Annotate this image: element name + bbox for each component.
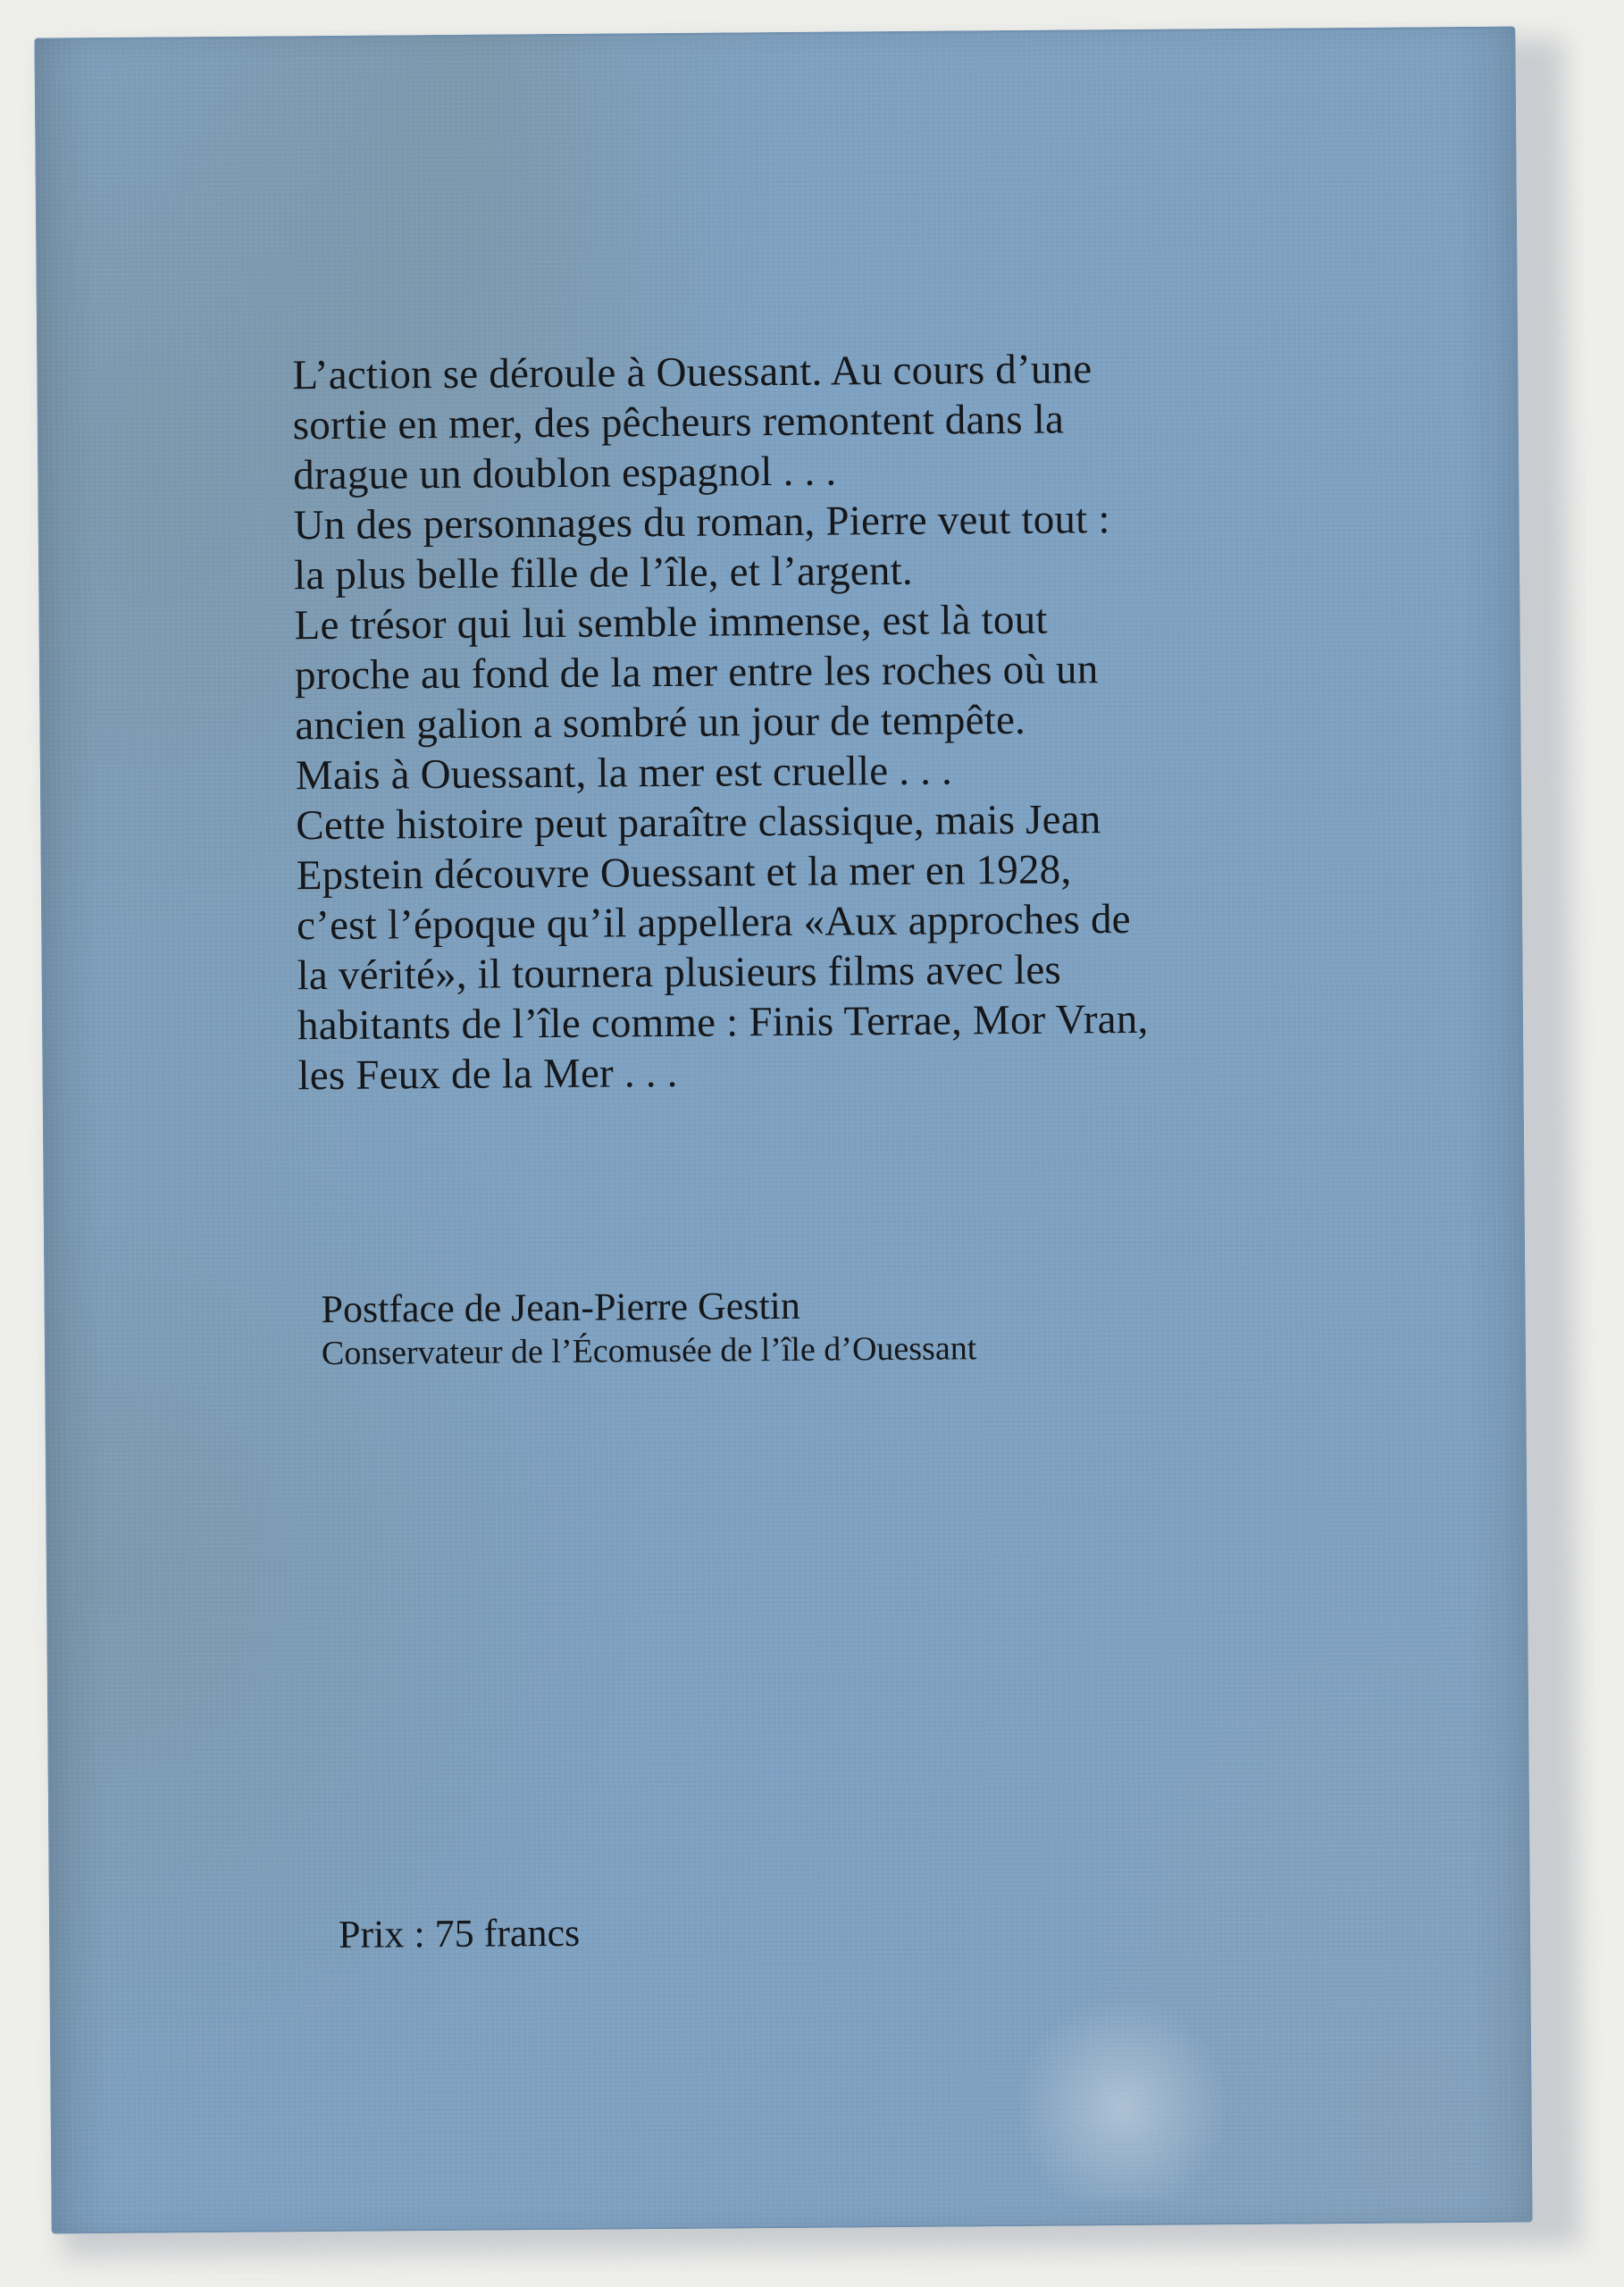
blurb-paragraph-1: L’action se déroule à Ouessant. Au cours d’une sortie en mer, des pêcheurs remontent dans la drague un doublon espagnol . . . [292,346,1092,499]
postface-credit [321,1281,976,1374]
book-back-cover [34,27,1532,2234]
blurb-paragraph-4: Mais à Ouessant, la mer est cruelle . . . [295,747,953,800]
cover-wear-mark [1015,1994,1231,2201]
blurb-paragraph-2: Un des personnages du roman, Pierre veut tout : la plus belle fille de l’île, et l’argent. [293,496,1110,599]
blurb-paragraph-5: Cette histoire peut paraître classique, mais Jean Epstein découvre Ouessant et la mer en 1928, c’est l’époque qu’il appellera «Aux approches de la vérité», il tournera plusieurs films avec les habitants de l’île comme : Finis Terrae, Mor Vran, les Feux de la Mer . . . [296,796,1149,1100]
postface-author: Postface de Jean-Pierre Gestin [321,1283,801,1332]
blurb-text [292,342,1370,1101]
postface-role: Conservateur de l’Écomusée de l’île d’Ouessant [321,1329,977,1373]
price-label: Prix : 75 francs [338,1910,581,1956]
blurb-paragraph-3: Le trésor qui lui semble immense, est là tout proche au fond de la mer entre les roches où un ancien galion a sombré un jour de tempête. [294,596,1099,750]
